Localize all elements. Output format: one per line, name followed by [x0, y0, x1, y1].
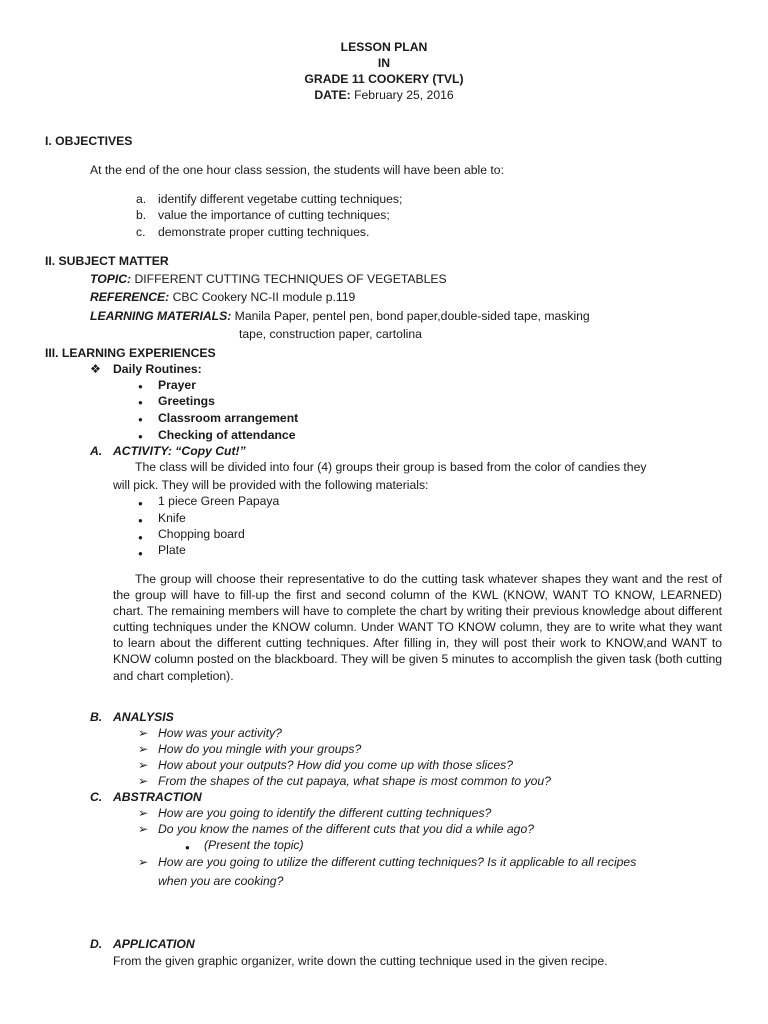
materials-label: LEARNING MATERIALS:	[90, 309, 232, 323]
title-in: IN	[377, 56, 391, 70]
application-text: From the given graphic organizer, write down the cutting technique used in the given recipe.	[113, 954, 608, 968]
reference-value: CBC Cookery NC-II module p.119	[172, 290, 356, 304]
abstraction-title: ABSTRACTION	[113, 790, 202, 804]
reference-label: REFERENCE:	[90, 290, 170, 304]
abstraction-question-1: How are you going to identify the different cutting techniques?	[158, 806, 492, 820]
bullet-icon: ●	[138, 516, 143, 525]
date-label: DATE:	[314, 88, 351, 102]
reference-line	[90, 290, 355, 305]
experiences-heading: III. LEARNING EXPERIENCES	[45, 346, 216, 360]
routine-item: Checking of attendance	[158, 428, 296, 442]
subject-heading: II. SUBJECT MATTER	[45, 254, 169, 268]
arrow-bullet-icon: ➢	[138, 742, 149, 756]
activity-paragraph	[113, 571, 722, 684]
bullet-icon: ●	[138, 432, 143, 441]
routine-item: Classroom arrangement	[158, 411, 299, 425]
bullet-icon: ●	[138, 382, 143, 391]
objective-a: identify different vegetabe cutting techniques;	[158, 192, 403, 206]
arrow-bullet-icon: ➢	[138, 758, 149, 772]
date-value: February 25, 2016	[354, 88, 454, 102]
objective-marker-b: b.	[136, 208, 147, 222]
daily-routines-label: Daily Routines:	[113, 362, 202, 376]
material-item: Chopping board	[158, 527, 245, 541]
date-line	[0, 88, 768, 103]
title-lesson-plan: LESSON PLAN	[340, 40, 428, 54]
abstraction-question-2: Do you know the names of the different cuts that you did a while ago?	[158, 822, 535, 836]
materials-line	[90, 309, 590, 324]
bullet-icon: ●	[138, 499, 143, 508]
material-item: Plate	[158, 543, 186, 557]
bullet-icon: ●	[138, 415, 143, 424]
bullet-icon: ●	[138, 549, 143, 558]
objectives-intro: At the end of the one hour class session, the students will have been able to:	[90, 163, 504, 177]
bullet-icon: ●	[185, 843, 190, 852]
routine-item: Prayer	[158, 378, 196, 392]
abstraction-question-3-line-2: when you are cooking?	[158, 874, 284, 888]
objectives-heading: I. OBJECTIVES	[45, 134, 133, 148]
activity-line-1: The class will be divided into four (4) groups their group is based from the color of candies they	[135, 460, 647, 474]
arrow-bullet-icon: ➢	[138, 806, 149, 820]
topic-label: TOPIC:	[90, 272, 132, 286]
application-marker: D.	[90, 937, 103, 951]
analysis-question: How about your outputs? How did you come up with those slices?	[158, 758, 513, 772]
materials-value-1: Manila Paper, pentel pen, bond paper,double-sided tape, masking	[234, 309, 590, 323]
abstraction-question-3-line-1: How are you going to utilize the different cutting techniques? Is it applicable to all recipes	[158, 855, 637, 869]
analysis-question: How do you mingle with your groups?	[158, 742, 362, 756]
activity-title: ACTIVITY: “Copy Cut!”	[113, 444, 246, 458]
activity-paragraph-text: The group will choose their representative to do the cutting task whatever shapes they want and the rest of the group will have to fill-up the first and second column of the KWL (KNOW, WANT TO KNOW, LEARNED) chart. The remaining members will have to complete the chart by writing their previous knowledge about different cutting techniques under the KNOW column. Under WANT TO KNOW column, they are to write what they want to learn about the different cutting techniques. After filling in, they will post their work to KNOW,and WANT to KNOW column posted on the blackboard. They will be given 5 minutes to accomplish the given task (both cutting and chart completion).	[113, 572, 722, 683]
analysis-marker: B.	[90, 710, 103, 724]
objective-marker-a: a.	[136, 192, 147, 206]
objective-marker-c: c.	[136, 225, 146, 239]
material-item: 1 piece Green Papaya	[158, 494, 280, 508]
bullet-icon: ●	[138, 398, 143, 407]
topic-line	[90, 272, 447, 287]
arrow-bullet-icon: ➢	[138, 855, 149, 869]
routine-item: Greetings	[158, 394, 215, 408]
activity-marker: A.	[90, 444, 103, 458]
arrow-bullet-icon: ➢	[138, 774, 149, 788]
materials-value-2: tape, construction paper, cartolina	[239, 327, 422, 341]
bullet-icon: ●	[138, 533, 143, 542]
analysis-question: From the shapes of the cut papaya, what shape is most common to you?	[158, 774, 551, 788]
diamond-bullet-icon: ❖	[90, 362, 101, 376]
objective-b: value the importance of cutting techniques;	[158, 208, 390, 222]
arrow-bullet-icon: ➢	[138, 822, 149, 836]
application-title: APPLICATION	[113, 937, 195, 951]
abstraction-sub-item: (Present the topic)	[204, 838, 304, 852]
abstraction-marker: C.	[90, 790, 103, 804]
topic-value: DIFFERENT CUTTING TECHNIQUES OF VEGETABLES	[134, 272, 447, 286]
analysis-question: How was your activity?	[158, 726, 282, 740]
analysis-title: ANALYSIS	[113, 710, 174, 724]
activity-line-2: will pick. They will be provided with the following materials:	[113, 478, 429, 492]
title-grade: GRADE 11 COOKERY (TVL)	[304, 72, 464, 86]
arrow-bullet-icon: ➢	[138, 726, 149, 740]
objective-c: demonstrate proper cutting techniques.	[158, 225, 370, 239]
material-item: Knife	[158, 511, 186, 525]
